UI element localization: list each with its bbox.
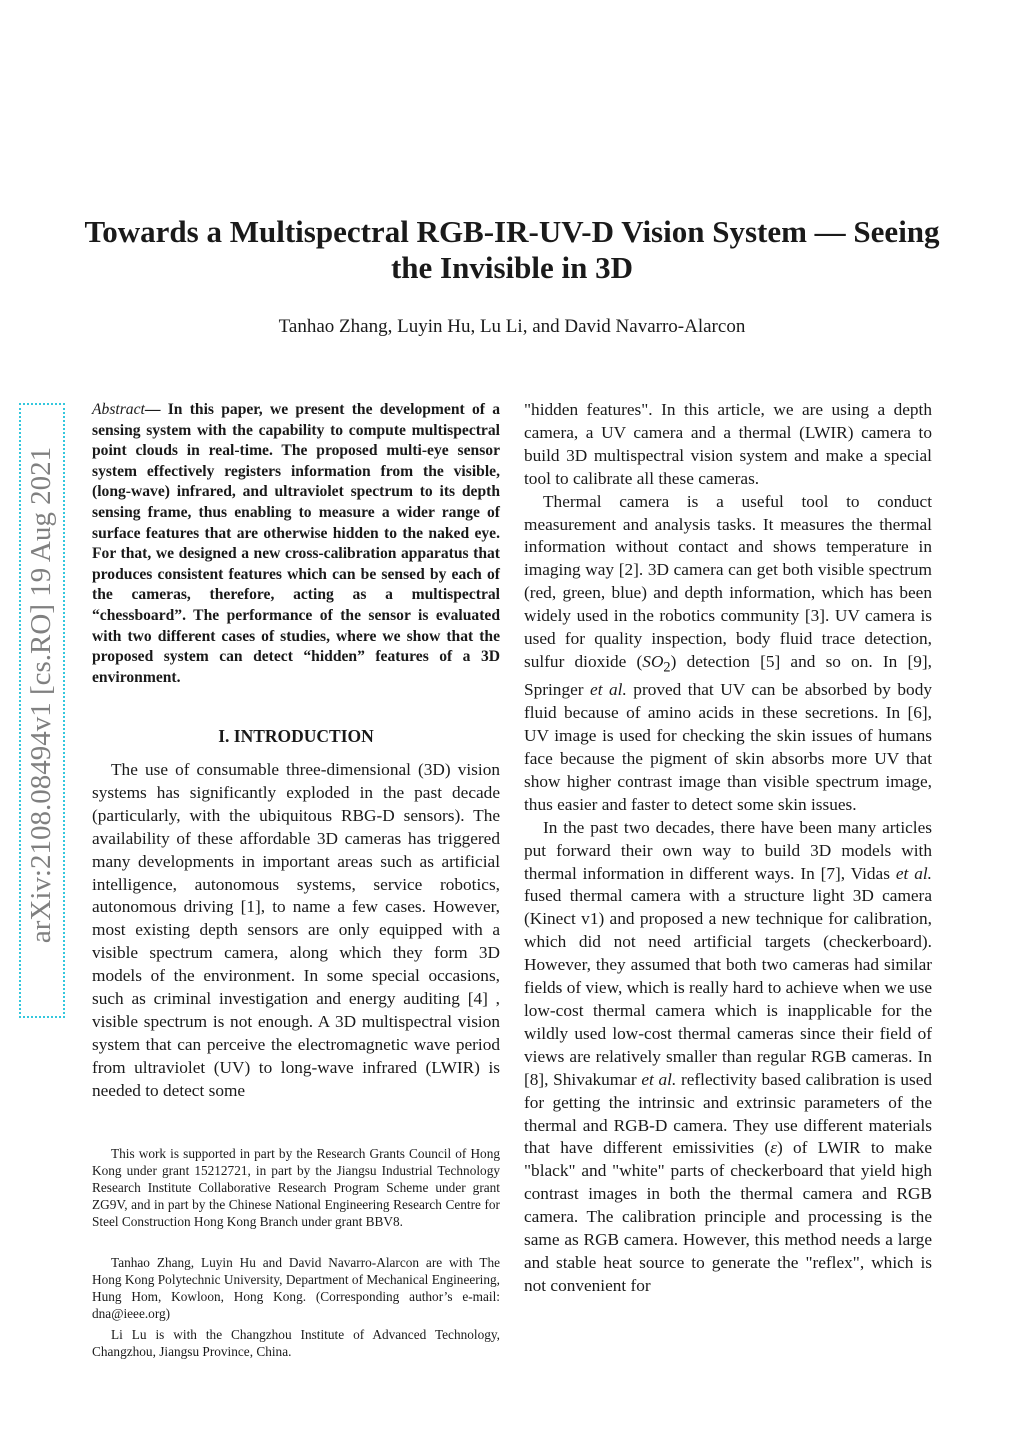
p3-part-b: fused thermal camera with a structure light 3D camera (Kinect v1) and proposed a new technique for calibration, which did not need artificial targets (checkerboard). However, they assumed that both two cameras had similar fields of view, which is really hard to achieve when we use low-cost thermal camera which is inapplicable for the wildly used low-cost thermal cameras since their field of views are relatively smaller than regular RGB cameras. In [8], Shivakumar (524, 886, 932, 1089)
footnote-affiliation: Tanhao Zhang, Luyin Hu and David Navarro-Alarcon are with The Hong Kong Polytechnic University, Department of Mechanical Engineering, Hung Hom, Kowloon, Hong Kong. (Corresponding author’s e-mail: dna@ieee.org) (92, 1255, 500, 1322)
p3-part-d: ) of LWIR to make "black" and "white" parts of checkerboard that yield high contrast images in both the thermal camera and RGB camera. The calibration principle and processing is the same as RGB camera. However, this method needs a large and stable heat source to generate the "reflex", which is not convenient for (524, 1138, 932, 1295)
intro-paragraph: The use of consumable three-dimensional (3D) vision systems has significantly exploded in the past decade (particularly, with the ubiquitous RBG-D sensors). The availability of these affordable 3D cameras has triggered many developments in important areas such as artificial intelligence, autonomous systems, service robotics, autonomous driving [1], to name a few cases. However, most existing depth sensors are only equipped with a visible spectrum camera, along which they form 3D models of the environment. In some special occasions, such as criminal investigation and energy auditing [4] , visible spectrum is not enough. A 3D multispectral vision system that can perceive the electromagnetic wave period from ultraviolet (UV) to long-wave infrared (LWIR) is needed to detect some (92, 760, 500, 1100)
footnote-affiliation-2: Li Lu is with the Changzhou Institute of Advanced Technology, Changzhou, Jiangsu Province, China. (92, 1327, 500, 1360)
right-paragraph-3 (524, 817, 932, 1298)
footnote-funding: This work is supported in part by the Research Grants Council of Hong Kong under grant 15212721, in part by the Jiangsu Industrial Technology Research Institute Collaborative Research Program Scheme under grant ZG9V, and in part by the Chinese National Engineering Research Centre for Steel Construction Hong Kong Branch under grant BBV8. (92, 1146, 500, 1230)
et-al-springer: et al. (590, 680, 627, 700)
et-al-vidas: et al. (895, 863, 932, 883)
et-al-shivakumar: et al. (641, 1069, 677, 1089)
epsilon-symbol: ε (770, 1138, 777, 1158)
arxiv-identifier[interactable]: arXiv:2108.08494v1 [cs.RO] 19 Aug 2021 (25, 446, 57, 944)
p2-part-a: Thermal camera is a useful tool to conduct measurement and analysis tasks. It measures the thermal information without contact and shows temperature in imaging way [2]. 3D camera can get both visible spectrum (red, green, blue) and depth information, which has been widely used in the robotics community [3]. UV camera is used for quality inspection, body fluid trace detection, sulfur dioxide ( (524, 491, 932, 671)
so2-subscript: 2 (663, 659, 671, 676)
section-heading-introduction: I. INTRODUCTION (218, 726, 374, 746)
author-list: Tanhao Zhang, Luyin Hu, Lu Li, and David Navarro-Alarcon (278, 316, 746, 337)
so2-symbol: SO (642, 651, 664, 671)
p3-part-a: In the past two decades, there have been many articles put forward their own way to build 3D models with thermal information in different ways. In [7], Vidas (524, 817, 932, 883)
p3-part-c: reflectivity based calibration is used for getting the intrinsic and extrinsic parameters of the thermal and RGB-D camera. They use different materials that have different emissivities ( (524, 1069, 933, 1158)
p2-part-b: ) detection [5] and so on. In [9], Springer (524, 651, 932, 700)
right-paragraph-2 (524, 491, 932, 817)
right-column-body (524, 399, 932, 1298)
introduction-body (92, 759, 500, 1103)
abstract (92, 400, 500, 688)
paper-title: Towards a Multispectral RGB-IR-UV-D Vision System — Seeing the Invisible in 3D (84, 214, 940, 285)
right-paragraph-1: "hidden features". In this article, we are using a depth camera, a UV camera and a thermal (LWIR) camera to build 3D multispectral vision system and make a special tool to calibrate all these cameras. (524, 400, 932, 488)
abstract-text: — In this paper, we present the development of a sensing system with the capability to compute multispectral point clouds in real-time. The proposed multi-eye sensor system effectively registers information from the visible, (long-wave) infrared, and ultraviolet spectrum to its depth sensing frame, thus enabling to measure a wider range of surface features that are otherwise hidden to the naked eye. For that, we designed a new cross-calibration apparatus that produces consistent features which can be sensed by each of the cameras, therefore, acting as a multispectral “chessboard”. The performance of the sensor is evaluated with two different cases of studies, where we show that the proposed system can detect “hidden” features of a 3D environment. (92, 401, 500, 686)
p2-part-c: proved that UV can be absorbed by body fluid because of amino acids in these secretions. In [6], UV image is used for checking the skin issues of humans face because the pigment of skin absorbs more UV that show higher contrast image than visible spectrum image, thus easier and faster to detect some skin issues. (524, 680, 932, 814)
abstract-label: Abstract (92, 401, 145, 418)
